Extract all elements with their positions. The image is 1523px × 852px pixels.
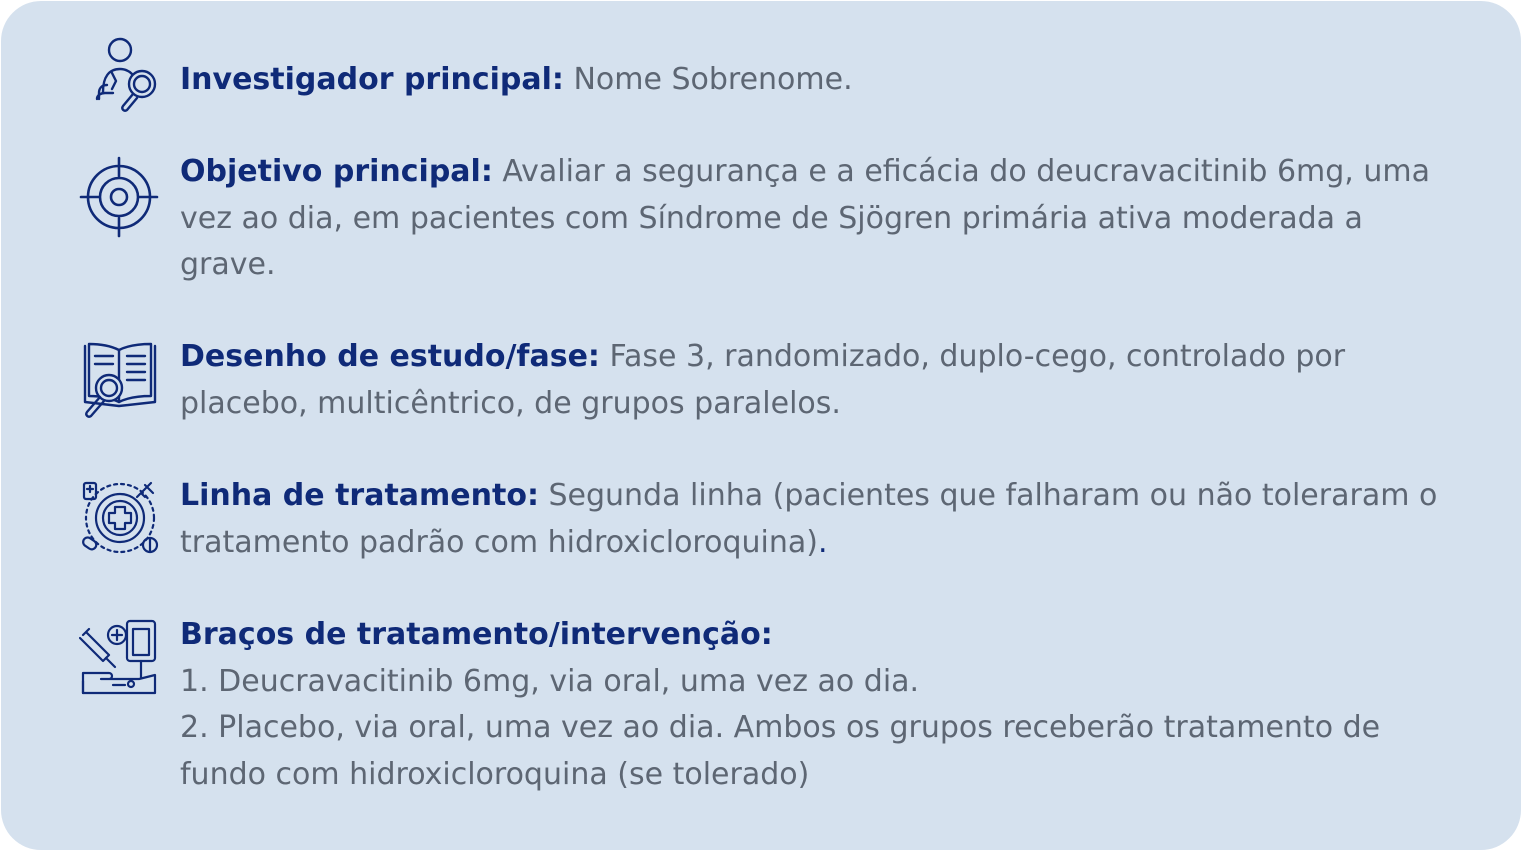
treatment-line-text xyxy=(180,473,1450,566)
treatment-line-period: . xyxy=(817,524,828,560)
design-label: Desenho de estudo/fase: xyxy=(180,339,600,374)
investigator-text xyxy=(180,57,1450,104)
investigator-value: Nome Sobrenome. xyxy=(563,62,853,97)
target-icon xyxy=(79,156,161,238)
treatment-line-value: Segunda linha (pacientes que falharam ou não toleraram o tratamento padrão com hidroxicloroquina) xyxy=(180,478,1438,560)
study-summary-card xyxy=(1,1,1521,850)
arms-text xyxy=(180,612,1450,798)
objective-text xyxy=(180,149,1450,289)
book-magnifier-icon xyxy=(79,340,161,422)
arm-2: 2. Placebo, via oral, uma vez ao dia. Ambos os grupos receberão tratamento de fundo com hidroxicloroquina (se tolerado) xyxy=(180,710,1381,792)
medical-cross-icon xyxy=(79,477,161,559)
treatment-line-label: Linha de tratamento: xyxy=(180,478,539,513)
arm-1: 1. Deucravacitinib 6mg, via oral, uma vez ao dia. xyxy=(180,663,920,699)
design-value: Fase 3, randomizado, duplo-cego, controlado por placebo, multicêntrico, de grupos paralelos. xyxy=(180,339,1346,421)
design-text xyxy=(180,334,1450,427)
iv-syringe-icon xyxy=(79,617,161,699)
objective-value: Avaliar a segurança e a eficácia do deucravacitinib 6mg, uma vez ao dia, em pacientes com Síndrome de Sjögren primária ativa moderada a grave. xyxy=(180,154,1430,282)
investigator-icon xyxy=(79,37,161,119)
arms-label: Braços de tratamento/intervenção: xyxy=(180,617,773,652)
objective-label: Objetivo principal: xyxy=(180,154,493,189)
investigator-label: Investigador principal: xyxy=(180,62,564,97)
